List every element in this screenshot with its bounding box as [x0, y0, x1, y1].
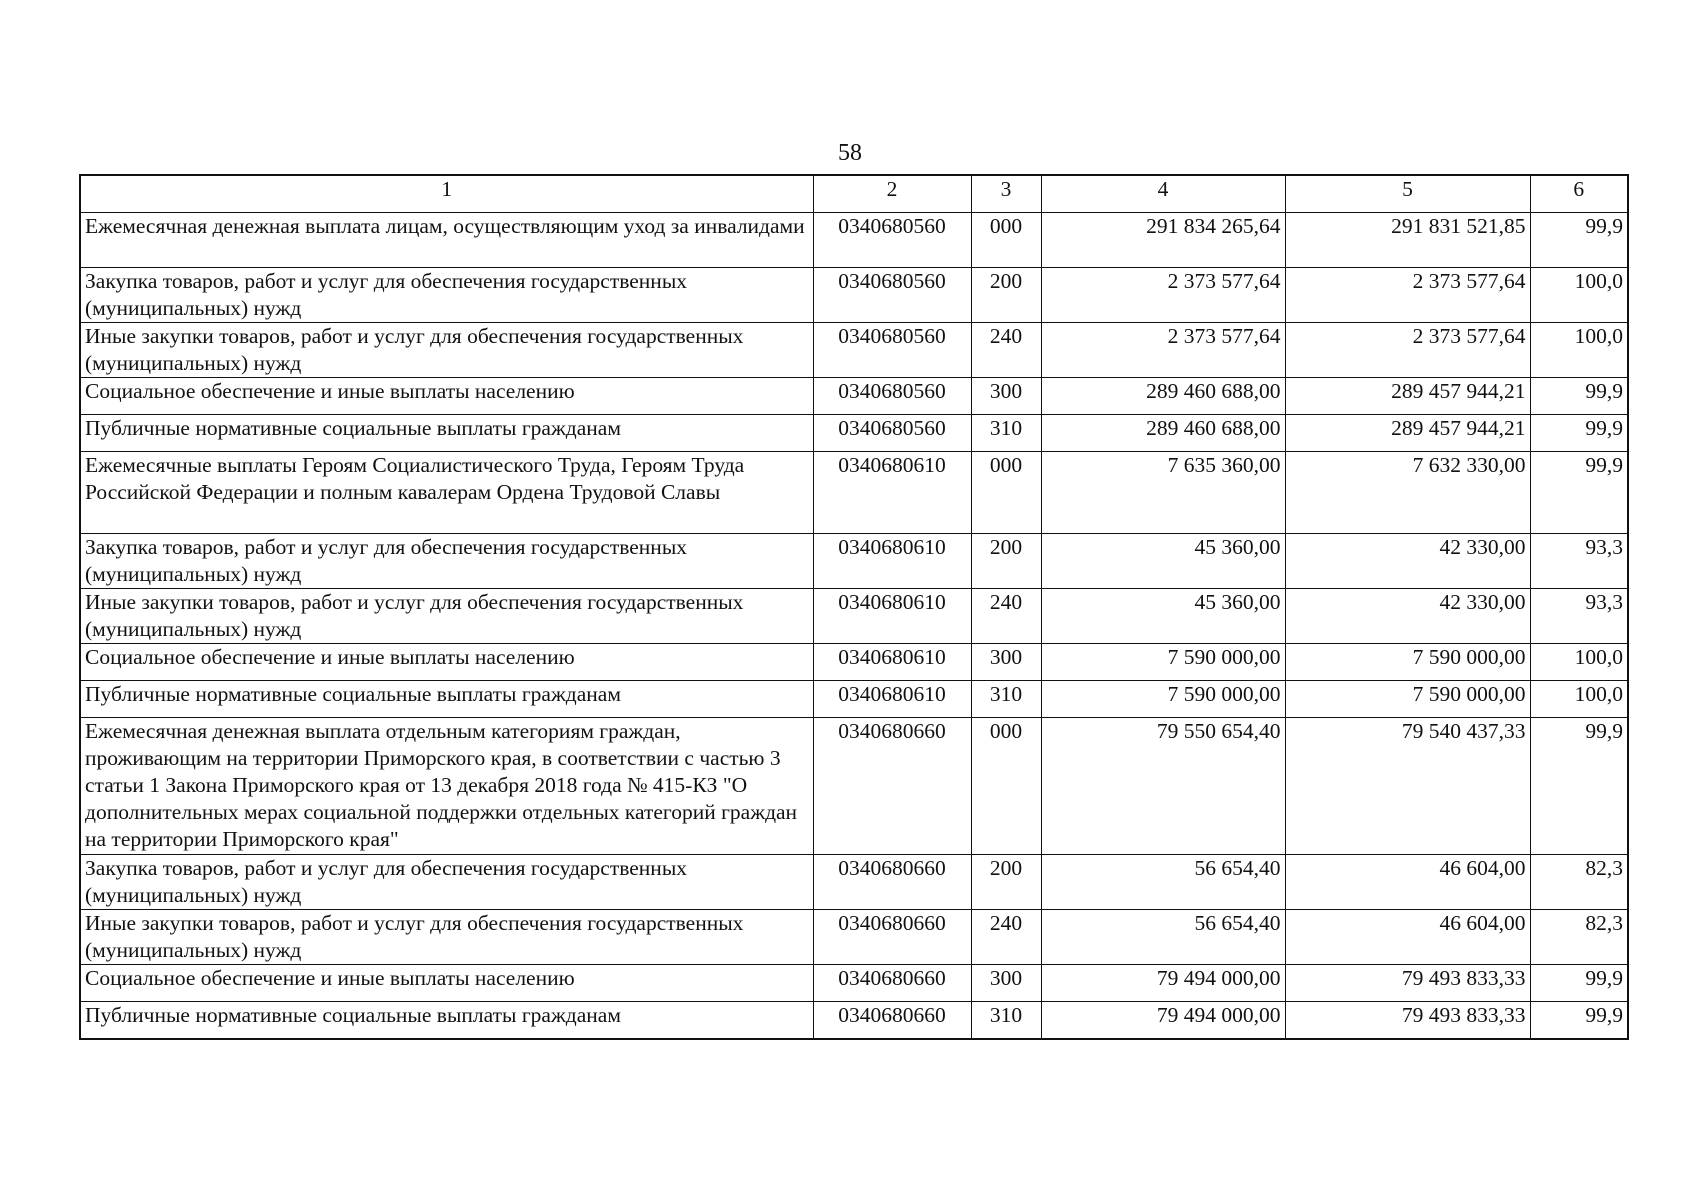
row-name: Социальное обеспечение и иные выплаты населению	[80, 644, 813, 681]
row-percent: 100,0	[1530, 681, 1628, 718]
row-csr-code: 0340680660	[813, 965, 971, 1002]
row-expense-type: 000	[971, 718, 1041, 855]
table-row	[80, 323, 1628, 378]
row-percent: 99,9	[1530, 213, 1628, 268]
table-row	[80, 213, 1628, 268]
table-row	[80, 681, 1628, 718]
table-row	[80, 855, 1628, 910]
table-row	[80, 910, 1628, 965]
row-name: Иные закупки товаров, работ и услуг для обеспечения государственных (муниципальных) нужд	[80, 910, 813, 965]
row-expense-type: 240	[971, 910, 1041, 965]
row-executed: 46 604,00	[1285, 855, 1530, 910]
budget-execution-table	[79, 174, 1629, 1040]
row-name: Публичные нормативные социальные выплаты гражданам	[80, 415, 813, 452]
row-percent: 100,0	[1530, 268, 1628, 323]
row-executed: 79 493 833,33	[1285, 1002, 1530, 1040]
table-row	[80, 965, 1628, 1002]
table-row	[80, 589, 1628, 644]
header-cell: 3	[971, 175, 1041, 213]
row-expense-type: 200	[971, 268, 1041, 323]
row-executed: 2 373 577,64	[1285, 268, 1530, 323]
row-name: Ежемесячная денежная выплата лицам, осуществляющим уход за инвалидами	[80, 213, 813, 268]
row-percent: 99,9	[1530, 718, 1628, 855]
row-expense-type: 310	[971, 415, 1041, 452]
row-planned: 289 460 688,00	[1041, 415, 1285, 452]
row-planned: 45 360,00	[1041, 534, 1285, 589]
row-csr-code: 0340680610	[813, 644, 971, 681]
row-name: Иные закупки товаров, работ и услуг для обеспечения государственных (муниципальных) нужд	[80, 323, 813, 378]
row-name: Закупка товаров, работ и услуг для обеспечения государственных (муниципальных) нужд	[80, 268, 813, 323]
row-percent: 99,9	[1530, 1002, 1628, 1040]
row-csr-code: 0340680660	[813, 910, 971, 965]
table-row	[80, 415, 1628, 452]
row-planned: 45 360,00	[1041, 589, 1285, 644]
table-row	[80, 268, 1628, 323]
page-number: 58	[838, 140, 862, 166]
row-name: Иные закупки товаров, работ и услуг для обеспечения государственных (муниципальных) нужд	[80, 589, 813, 644]
row-executed: 7 590 000,00	[1285, 681, 1530, 718]
table-row	[80, 644, 1628, 681]
row-name: Ежемесячная денежная выплата отдельным категориям граждан, проживающим на территории Приморского края, в соответствии с частью 3 статьи 1 Закона Приморского края от 13 декабря 2018 года № 415-КЗ "О дополнительных мерах социальной поддержки отдельных категорий граждан на территории Приморского края"	[80, 718, 813, 855]
table-row	[80, 378, 1628, 415]
table-row	[80, 452, 1628, 534]
row-planned: 56 654,40	[1041, 855, 1285, 910]
row-planned: 79 494 000,00	[1041, 1002, 1285, 1040]
row-name: Социальное обеспечение и иные выплаты населению	[80, 965, 813, 1002]
row-csr-code: 0340680660	[813, 1002, 971, 1040]
row-percent: 99,9	[1530, 452, 1628, 534]
row-planned: 56 654,40	[1041, 910, 1285, 965]
row-name: Публичные нормативные социальные выплаты гражданам	[80, 681, 813, 718]
row-planned: 79 494 000,00	[1041, 965, 1285, 1002]
row-planned: 2 373 577,64	[1041, 323, 1285, 378]
row-percent: 100,0	[1530, 644, 1628, 681]
table-row	[80, 534, 1628, 589]
table-row	[80, 1002, 1628, 1040]
row-expense-type: 300	[971, 644, 1041, 681]
header-cell: 4	[1041, 175, 1285, 213]
row-percent: 99,9	[1530, 415, 1628, 452]
row-csr-code: 0340680560	[813, 378, 971, 415]
row-name: Закупка товаров, работ и услуг для обеспечения государственных (муниципальных) нужд	[80, 855, 813, 910]
row-expense-type: 300	[971, 965, 1041, 1002]
row-expense-type: 000	[971, 213, 1041, 268]
row-percent: 82,3	[1530, 910, 1628, 965]
row-executed: 7 590 000,00	[1285, 644, 1530, 681]
row-percent: 99,9	[1530, 965, 1628, 1002]
row-executed: 291 831 521,85	[1285, 213, 1530, 268]
row-planned: 7 590 000,00	[1041, 681, 1285, 718]
header-cell: 5	[1285, 175, 1530, 213]
row-expense-type: 310	[971, 1002, 1041, 1040]
header-row	[80, 175, 1628, 213]
row-executed: 46 604,00	[1285, 910, 1530, 965]
row-expense-type: 300	[971, 378, 1041, 415]
row-csr-code: 0340680560	[813, 268, 971, 323]
row-name: Ежемесячные выплаты Героям Социалистического Труда, Героям Труда Российской Федерации и полным кавалерам Ордена Трудовой Славы	[80, 452, 813, 534]
row-csr-code: 0340680610	[813, 681, 971, 718]
row-expense-type: 200	[971, 534, 1041, 589]
row-expense-type: 000	[971, 452, 1041, 534]
row-planned: 79 550 654,40	[1041, 718, 1285, 855]
row-executed: 79 540 437,33	[1285, 718, 1530, 855]
header-cell: 1	[80, 175, 813, 213]
row-name: Социальное обеспечение и иные выплаты населению	[80, 378, 813, 415]
row-csr-code: 0340680610	[813, 589, 971, 644]
row-executed: 42 330,00	[1285, 534, 1530, 589]
row-planned: 7 590 000,00	[1041, 644, 1285, 681]
row-executed: 79 493 833,33	[1285, 965, 1530, 1002]
row-executed: 2 373 577,64	[1285, 323, 1530, 378]
row-csr-code: 0340680560	[813, 213, 971, 268]
row-percent: 82,3	[1530, 855, 1628, 910]
row-csr-code: 0340680560	[813, 415, 971, 452]
row-percent: 93,3	[1530, 534, 1628, 589]
row-name: Публичные нормативные социальные выплаты гражданам	[80, 1002, 813, 1040]
row-percent: 93,3	[1530, 589, 1628, 644]
row-name: Закупка товаров, работ и услуг для обеспечения государственных (муниципальных) нужд	[80, 534, 813, 589]
row-csr-code: 0340680610	[813, 452, 971, 534]
row-expense-type: 240	[971, 323, 1041, 378]
row-expense-type: 200	[971, 855, 1041, 910]
row-csr-code: 0340680610	[813, 534, 971, 589]
row-csr-code: 0340680660	[813, 855, 971, 910]
row-planned: 291 834 265,64	[1041, 213, 1285, 268]
row-expense-type: 240	[971, 589, 1041, 644]
row-executed: 7 632 330,00	[1285, 452, 1530, 534]
row-executed: 42 330,00	[1285, 589, 1530, 644]
row-percent: 99,9	[1530, 378, 1628, 415]
header-cell: 6	[1530, 175, 1628, 213]
row-executed: 289 457 944,21	[1285, 415, 1530, 452]
row-csr-code: 0340680560	[813, 323, 971, 378]
header-cell: 2	[813, 175, 971, 213]
row-csr-code: 0340680660	[813, 718, 971, 855]
row-planned: 289 460 688,00	[1041, 378, 1285, 415]
row-planned: 2 373 577,64	[1041, 268, 1285, 323]
row-executed: 289 457 944,21	[1285, 378, 1530, 415]
row-percent: 100,0	[1530, 323, 1628, 378]
row-expense-type: 310	[971, 681, 1041, 718]
table-row	[80, 718, 1628, 855]
row-planned: 7 635 360,00	[1041, 452, 1285, 534]
